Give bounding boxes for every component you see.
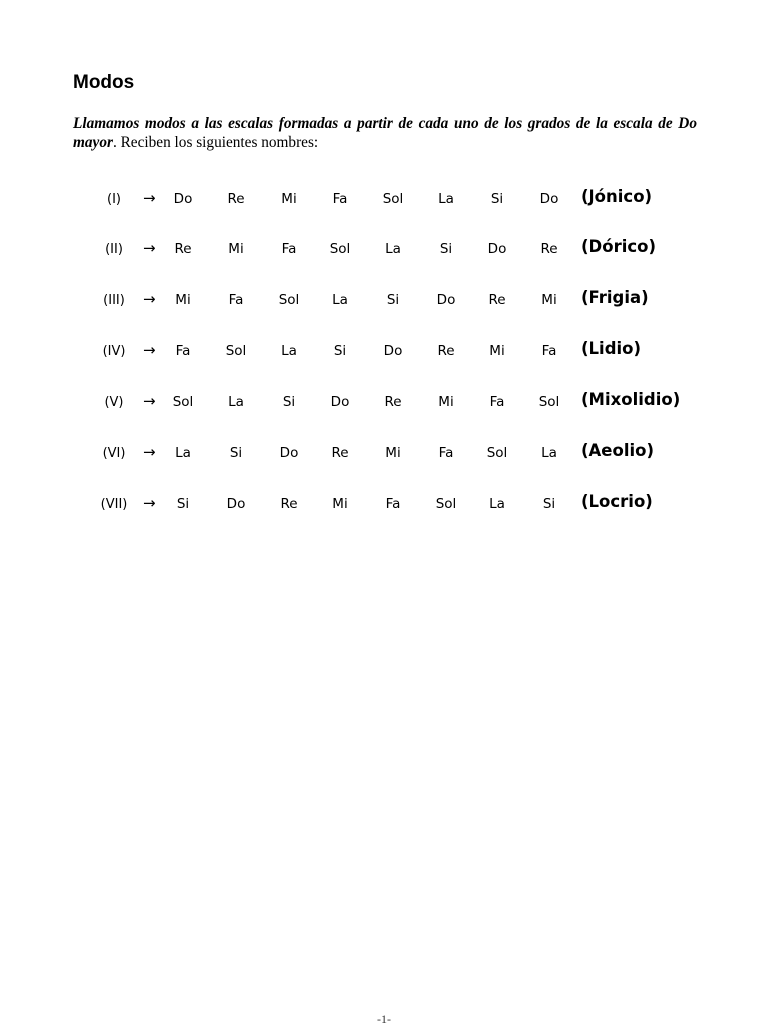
arrow-icon: → [143, 239, 156, 257]
scale-note: La [489, 496, 505, 512]
scale-note: La [332, 292, 348, 308]
arrow-icon: → [143, 341, 156, 359]
scale-note: Do [436, 292, 456, 308]
scale-note: La [281, 343, 297, 359]
arrow-icon: → [143, 290, 156, 308]
scale-note: Mi [489, 343, 505, 359]
scale-note: Fa [489, 394, 505, 410]
scale-note: Fa [385, 496, 401, 512]
mode-name: (Mixolidio) [581, 390, 681, 409]
scale-note: Mi [385, 445, 401, 461]
scale-note: Do [279, 445, 299, 461]
mode-numeral: (II) [105, 242, 123, 257]
scale-note: Si [176, 496, 190, 512]
scale-note: Fa [438, 445, 454, 461]
scale-note: Sol [538, 394, 560, 410]
intro-rest: . Reciben los siguientes nombres: [112, 134, 319, 151]
mode-numeral: (VI) [102, 446, 126, 461]
scale-note: Re [540, 241, 558, 257]
scale-note: Re [280, 496, 298, 512]
scale-note: Re [227, 191, 245, 207]
scale-note: Si [229, 445, 243, 461]
scale-note: Mi [438, 394, 454, 410]
mode-row [0, 441, 768, 467]
mode-row [0, 288, 768, 314]
mode-name: (Lidio) [581, 339, 642, 358]
scale-note: Si [333, 343, 347, 359]
scale-note: La [385, 241, 401, 257]
scale-note: Do [330, 394, 350, 410]
mode-numeral: (V) [104, 395, 124, 410]
scale-note: Re [331, 445, 349, 461]
mode-numeral: (IV) [102, 344, 126, 359]
scale-note: Re [488, 292, 506, 308]
scale-note: La [175, 445, 191, 461]
arrow-icon: → [143, 443, 156, 461]
mode-numeral: (VII) [100, 497, 128, 512]
page-title: Modos [73, 72, 135, 93]
scale-note: La [541, 445, 557, 461]
mode-row [0, 237, 768, 263]
scale-note: Sol [382, 191, 404, 207]
mode-row [0, 390, 768, 416]
scale-note: Si [542, 496, 556, 512]
scale-note: Mi [332, 496, 348, 512]
scale-note: Fa [228, 292, 244, 308]
scale-note: Sol [278, 292, 300, 308]
mode-numeral: (I) [107, 192, 121, 207]
scale-note: Sol [435, 496, 457, 512]
mode-name: (Jónico) [581, 187, 653, 206]
scale-note: Fa [175, 343, 191, 359]
arrow-icon: → [143, 494, 156, 512]
scale-note: Re [437, 343, 455, 359]
mode-name: (Aeolio) [581, 441, 655, 460]
scale-note: Mi [281, 191, 297, 207]
scale-note: Do [487, 241, 507, 257]
scale-note: Sol [329, 241, 351, 257]
scale-note: Si [386, 292, 400, 308]
page-number: -1- [377, 1012, 391, 1024]
mode-name: (Locrio) [581, 492, 653, 511]
mode-row [0, 187, 768, 213]
scale-note: Si [439, 241, 453, 257]
mode-row [0, 339, 768, 365]
scale-note: Re [384, 394, 402, 410]
scale-note: Si [490, 191, 504, 207]
mode-row [0, 492, 768, 518]
scale-note: Mi [541, 292, 557, 308]
mode-name: (Frigia) [581, 288, 649, 307]
scale-note: Sol [486, 445, 508, 461]
scale-note: Do [383, 343, 403, 359]
scale-note: Sol [225, 343, 247, 359]
scale-note: Fa [541, 343, 557, 359]
scale-note: Do [539, 191, 559, 207]
scale-note: Re [174, 241, 192, 257]
mode-name: (Dórico) [581, 237, 657, 256]
scale-note: Fa [332, 191, 348, 207]
scale-note: Mi [228, 241, 244, 257]
arrow-icon: → [143, 189, 156, 207]
scale-note: La [438, 191, 454, 207]
scale-note: Si [282, 394, 296, 410]
scale-note: Fa [281, 241, 297, 257]
scale-note: Mi [175, 292, 191, 308]
intro-emphasis: Llamamos modos a las escalas formadas a partir de cada uno de los grados de la escala de Do mayor [73, 115, 697, 151]
scale-note: La [228, 394, 244, 410]
arrow-icon: → [143, 392, 156, 410]
scale-note: Do [173, 191, 193, 207]
scale-note: Sol [172, 394, 194, 410]
mode-numeral: (III) [103, 293, 125, 308]
scale-note: Do [226, 496, 246, 512]
